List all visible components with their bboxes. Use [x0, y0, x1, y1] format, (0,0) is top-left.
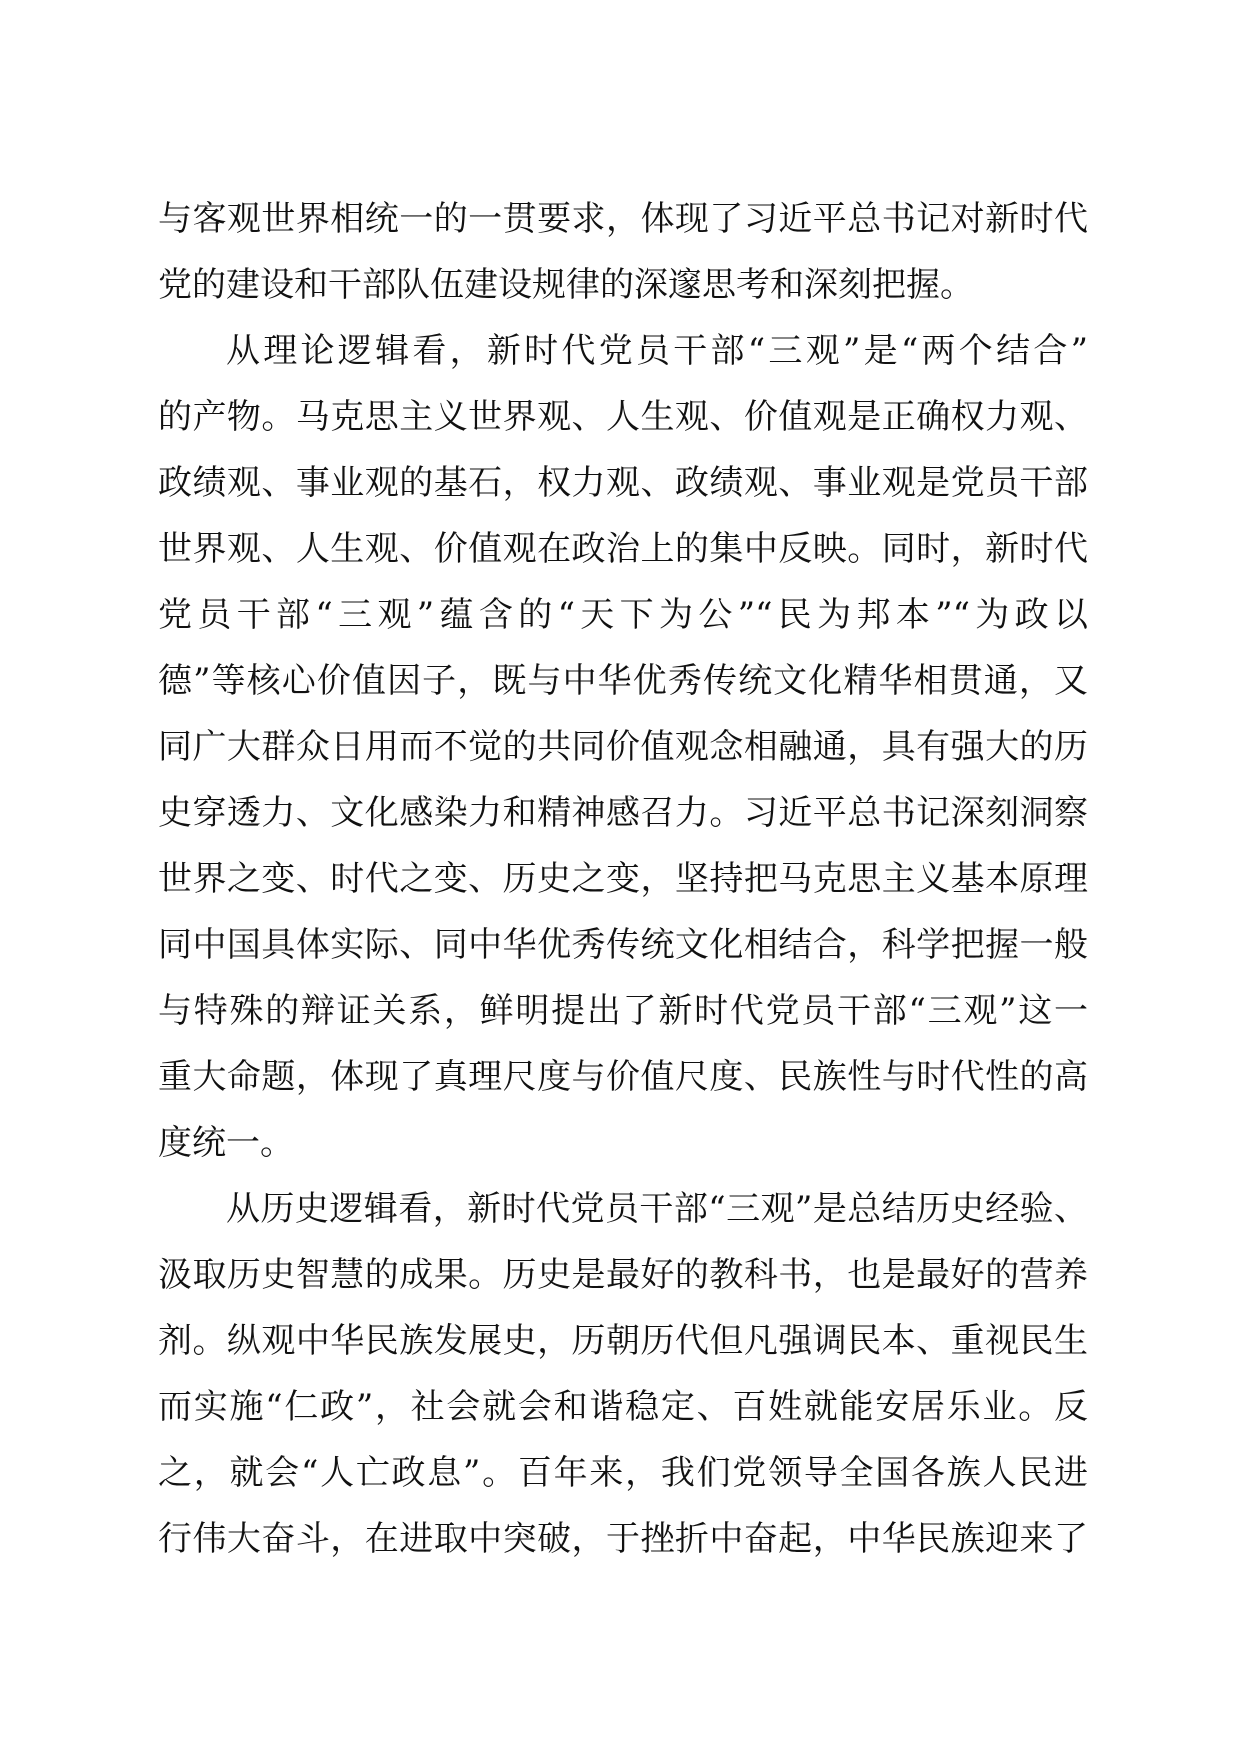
paragraph-start-line: 从历史逻辑看，新时代党员干部“三观”是总结历史经验、 [226, 1189, 1088, 1229]
text-line: 之，就会“人亡政息”。百年来，我们党领导全国各族人民进 [158, 1453, 1088, 1493]
text-line: 与客观世界相统一的一贯要求，体现了习近平总书记对新时代 [158, 199, 1088, 239]
text-line: 同广大群众日用而不觉的共同价值观念相融通，具有强大的历 [158, 727, 1088, 767]
body-text [158, 186, 1088, 1572]
text-line: 同中国具体实际、同中华优秀传统文化相结合，科学把握一般 [158, 925, 1088, 965]
text-line: 重大命题，体现了真理尺度与价值尺度、民族性与时代性的高 [158, 1057, 1088, 1097]
text-line: 世界之变、时代之变、历史之变，坚持把马克思主义基本原理 [158, 859, 1088, 899]
text-line: 世界观、人生观、价值观在政治上的集中反映。同时，新时代 [158, 529, 1088, 569]
text-line: 政绩观、事业观的基石，权力观、政绩观、事业观是党员干部 [158, 463, 1088, 503]
text-line: 党员干部“三观”蕴含的“天下为公”“民为邦本”“为政以 [158, 595, 1088, 635]
text-line: 德”等核心价值因子，既与中华优秀传统文化精华相贯通，又 [158, 661, 1088, 701]
text-line: 行伟大奋斗，在进取中突破，于挫折中奋起，中华民族迎来了 [158, 1519, 1088, 1559]
text-line: 与特殊的辩证关系，鲜明提出了新时代党员干部“三观”这一 [158, 991, 1088, 1031]
paragraph-start-line: 从理论逻辑看，新时代党员干部“三观”是“两个结合” [226, 331, 1088, 371]
text-line: 党的建设和干部队伍建设规律的深邃思考和深刻把握。 [158, 265, 974, 305]
text-line: 史穿透力、文化感染力和精神感召力。习近平总书记深刻洞察 [158, 793, 1088, 833]
text-line: 而实施“仁政”，社会就会和谐稳定、百姓就能安居乐业。反 [158, 1387, 1088, 1427]
text-line: 汲取历史智慧的成果。历史是最好的教科书，也是最好的营养 [158, 1255, 1088, 1295]
text-line: 度统一。 [158, 1123, 294, 1163]
text-line: 的产物。马克思主义世界观、人生观、价值观是正确权力观、 [158, 397, 1088, 437]
text-line: 剂。纵观中华民族发展史，历朝历代但凡强调民本、重视民生 [158, 1321, 1088, 1361]
